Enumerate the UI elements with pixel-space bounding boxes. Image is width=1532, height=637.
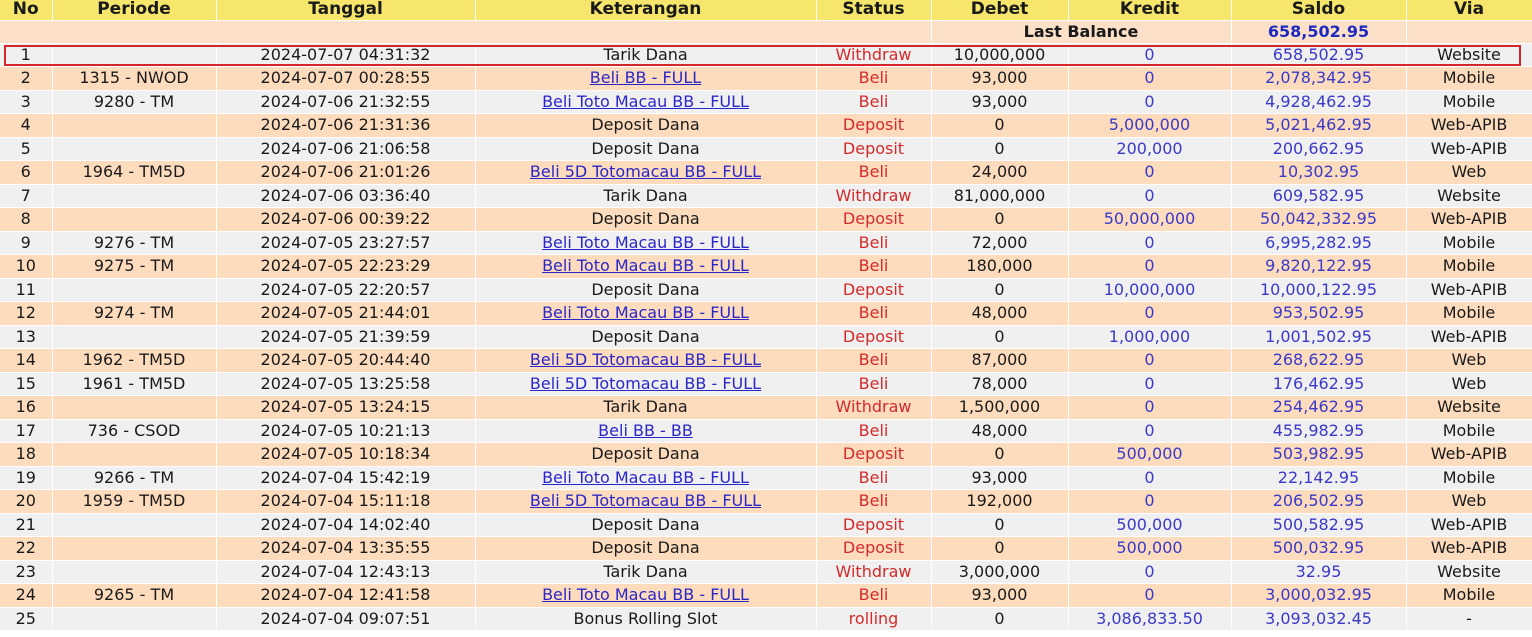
cell-via: Web-APIB <box>1406 137 1532 161</box>
cell-periode <box>52 114 216 138</box>
keterangan-link[interactable]: Beli Toto Macau BB - FULL <box>542 256 749 276</box>
col-header-saldo[interactable]: Saldo <box>1231 0 1406 20</box>
cell-keterangan: Deposit Dana <box>475 137 816 161</box>
cell-kredit: 0 <box>1068 90 1231 114</box>
cell-tanggal: 2024-07-07 04:31:32 <box>216 43 475 67</box>
cell-kredit: 0 <box>1068 161 1231 185</box>
cell-via: Web-APIB <box>1406 443 1532 467</box>
cell-saldo: 32.95 <box>1231 560 1406 584</box>
cell-saldo: 268,622.95 <box>1231 349 1406 373</box>
cell-tanggal: 2024-07-05 10:21:13 <box>216 419 475 443</box>
cell-status: Beli <box>816 302 931 326</box>
cell-kredit: 0 <box>1068 302 1231 326</box>
table-row[interactable] <box>0 607 1532 631</box>
col-header-status[interactable]: Status <box>816 0 931 20</box>
cell-keterangan <box>475 419 816 443</box>
cell-keterangan: Tarik Dana <box>475 43 816 67</box>
cell-saldo: 3,000,032.95 <box>1231 584 1406 608</box>
cell-debet: 87,000 <box>931 349 1068 373</box>
cell-kredit: 500,000 <box>1068 443 1231 467</box>
table-row[interactable] <box>0 67 1532 91</box>
cell-tanggal: 2024-07-04 15:11:18 <box>216 490 475 514</box>
cell-kredit: 0 <box>1068 372 1231 396</box>
cell-no: 23 <box>0 560 52 584</box>
table-row[interactable] <box>0 490 1532 514</box>
cell-kredit: 0 <box>1068 584 1231 608</box>
cell-periode <box>52 43 216 67</box>
cell-saldo: 200,662.95 <box>1231 137 1406 161</box>
col-header-kredit[interactable]: Kredit <box>1068 0 1231 20</box>
balance-spacer-end <box>1406 20 1532 43</box>
cell-debet: 93,000 <box>931 466 1068 490</box>
last-balance-label: Last Balance <box>931 20 1231 43</box>
table-row[interactable] <box>0 208 1532 232</box>
cell-tanggal: 2024-07-05 13:24:15 <box>216 396 475 420</box>
cell-debet: 48,000 <box>931 419 1068 443</box>
table-row[interactable] <box>0 255 1532 279</box>
cell-debet: 93,000 <box>931 67 1068 91</box>
cell-status: Beli <box>816 419 931 443</box>
cell-debet: 10,000,000 <box>931 43 1068 67</box>
cell-tanggal: 2024-07-06 21:31:36 <box>216 114 475 138</box>
cell-debet: 0 <box>931 278 1068 302</box>
cell-debet: 78,000 <box>931 372 1068 396</box>
cell-keterangan <box>475 349 816 373</box>
table-row[interactable] <box>0 349 1532 373</box>
table-row[interactable] <box>0 513 1532 537</box>
cell-periode <box>52 137 216 161</box>
cell-no: 9 <box>0 231 52 255</box>
last-balance-value: 658,502.95 <box>1231 20 1406 43</box>
cell-saldo: 176,462.95 <box>1231 372 1406 396</box>
cell-keterangan: Tarik Dana <box>475 560 816 584</box>
table-row[interactable] <box>0 560 1532 584</box>
cell-via: Web-APIB <box>1406 278 1532 302</box>
cell-periode <box>52 537 216 561</box>
cell-kredit: 500,000 <box>1068 537 1231 561</box>
cell-kredit: 10,000,000 <box>1068 278 1231 302</box>
cell-keterangan: Deposit Dana <box>475 513 816 537</box>
col-header-periode[interactable]: Periode <box>52 0 216 20</box>
cell-no: 18 <box>0 443 52 467</box>
cell-keterangan <box>475 372 816 396</box>
cell-saldo: 6,995,282.95 <box>1231 231 1406 255</box>
table-row[interactable] <box>0 278 1532 302</box>
cell-debet: 0 <box>931 208 1068 232</box>
cell-via: Web-APIB <box>1406 537 1532 561</box>
cell-via: Mobile <box>1406 302 1532 326</box>
cell-periode: 9280 - TM <box>52 90 216 114</box>
cell-debet: 192,000 <box>931 490 1068 514</box>
cell-via: Web <box>1406 161 1532 185</box>
keterangan-link[interactable]: Beli Toto Macau BB - FULL <box>542 232 749 252</box>
table-row[interactable] <box>0 325 1532 349</box>
cell-via: Web-APIB <box>1406 513 1532 537</box>
keterangan-link[interactable]: Beli Toto Macau BB - FULL <box>542 585 749 605</box>
cell-saldo: 5,021,462.95 <box>1231 114 1406 138</box>
cell-periode <box>52 278 216 302</box>
keterangan-link[interactable]: Beli Toto Macau BB - FULL <box>542 91 749 111</box>
cell-debet: 24,000 <box>931 161 1068 185</box>
cell-via: Website <box>1406 560 1532 584</box>
keterangan-link[interactable]: Beli 5D Totomacau BB - FULL <box>529 350 762 370</box>
cell-periode <box>52 396 216 420</box>
cell-no: 10 <box>0 255 52 279</box>
cell-status: rolling <box>816 607 931 631</box>
cell-debet: 0 <box>931 537 1068 561</box>
cell-status: Beli <box>816 466 931 490</box>
cell-saldo: 500,032.95 <box>1231 537 1406 561</box>
cell-debet: 93,000 <box>931 584 1068 608</box>
cell-status: Beli <box>816 90 931 114</box>
cell-kredit: 1,000,000 <box>1068 325 1231 349</box>
cell-status: Deposit <box>816 513 931 537</box>
cell-status: Beli <box>816 349 931 373</box>
cell-saldo: 9,820,122.95 <box>1231 255 1406 279</box>
cell-saldo: 206,502.95 <box>1231 490 1406 514</box>
cell-saldo: 3,093,032.45 <box>1231 607 1406 631</box>
cell-saldo: 22,142.95 <box>1231 466 1406 490</box>
cell-no: 3 <box>0 90 52 114</box>
cell-status: Beli <box>816 490 931 514</box>
cell-no: 14 <box>0 349 52 373</box>
cell-keterangan: Deposit Dana <box>475 278 816 302</box>
cell-via: Web-APIB <box>1406 208 1532 232</box>
table-row[interactable] <box>0 466 1532 490</box>
cell-periode: 9266 - TM <box>52 466 216 490</box>
cell-saldo: 500,582.95 <box>1231 513 1406 537</box>
cell-kredit: 5,000,000 <box>1068 114 1231 138</box>
cell-debet: 1,500,000 <box>931 396 1068 420</box>
keterangan-link[interactable]: Beli 5D Totomacau BB - FULL <box>529 491 762 511</box>
cell-kredit: 0 <box>1068 255 1231 279</box>
cell-status: Deposit <box>816 137 931 161</box>
cell-periode: 1961 - TM5D <box>52 372 216 396</box>
cell-via: Website <box>1406 396 1532 420</box>
cell-tanggal: 2024-07-06 03:36:40 <box>216 184 475 208</box>
cell-periode: 1962 - TM5D <box>52 349 216 373</box>
cell-saldo: 953,502.95 <box>1231 302 1406 326</box>
cell-kredit: 0 <box>1068 490 1231 514</box>
cell-tanggal: 2024-07-07 00:28:55 <box>216 67 475 91</box>
cell-no: 8 <box>0 208 52 232</box>
cell-keterangan: Deposit Dana <box>475 443 816 467</box>
cell-kredit: 0 <box>1068 349 1231 373</box>
cell-debet: 180,000 <box>931 255 1068 279</box>
cell-no: 15 <box>0 372 52 396</box>
cell-tanggal: 2024-07-04 15:42:19 <box>216 466 475 490</box>
cell-debet: 72,000 <box>931 231 1068 255</box>
cell-saldo: 658,502.95 <box>1231 43 1406 67</box>
cell-via: Mobile <box>1406 584 1532 608</box>
cell-no: 1 <box>0 43 52 67</box>
cell-saldo: 10,000,122.95 <box>1231 278 1406 302</box>
cell-keterangan <box>475 231 816 255</box>
cell-status: Withdraw <box>816 560 931 584</box>
cell-status: Withdraw <box>816 43 931 67</box>
table-row[interactable] <box>0 43 1532 67</box>
cell-status: Beli <box>816 584 931 608</box>
cell-periode: 9274 - TM <box>52 302 216 326</box>
cell-periode: 1959 - TM5D <box>52 490 216 514</box>
cell-tanggal: 2024-07-04 12:43:13 <box>216 560 475 584</box>
cell-periode <box>52 513 216 537</box>
col-header-debet[interactable]: Debet <box>931 0 1068 20</box>
table-row[interactable] <box>0 584 1532 608</box>
keterangan-link[interactable]: Beli 5D Totomacau BB - FULL <box>529 162 762 182</box>
cell-status: Deposit <box>816 208 931 232</box>
cell-keterangan: Tarik Dana <box>475 396 816 420</box>
cell-debet: 0 <box>931 114 1068 138</box>
table-row[interactable] <box>0 90 1532 114</box>
cell-kredit: 0 <box>1068 67 1231 91</box>
cell-keterangan: Tarik Dana <box>475 184 816 208</box>
cell-tanggal: 2024-07-05 20:44:40 <box>216 349 475 373</box>
cell-tanggal: 2024-07-05 22:20:57 <box>216 278 475 302</box>
cell-via: - <box>1406 607 1532 631</box>
cell-keterangan: Bonus Rolling Slot <box>475 607 816 631</box>
cell-no: 19 <box>0 466 52 490</box>
cell-tanggal: 2024-07-04 12:41:58 <box>216 584 475 608</box>
keterangan-link[interactable]: Beli Toto Macau BB - FULL <box>542 303 749 323</box>
cell-saldo: 1,001,502.95 <box>1231 325 1406 349</box>
cell-periode <box>52 607 216 631</box>
last-balance-row <box>0 20 1532 43</box>
cell-via: Web <box>1406 349 1532 373</box>
keterangan-link[interactable]: Beli Toto Macau BB - FULL <box>542 467 749 487</box>
table-row[interactable] <box>0 302 1532 326</box>
cell-kredit: 0 <box>1068 184 1231 208</box>
cell-debet: 0 <box>931 607 1068 631</box>
cell-saldo: 455,982.95 <box>1231 419 1406 443</box>
cell-periode <box>52 325 216 349</box>
cell-status: Beli <box>816 255 931 279</box>
cell-debet: 0 <box>931 325 1068 349</box>
cell-saldo: 10,302.95 <box>1231 161 1406 185</box>
table-row[interactable] <box>0 396 1532 420</box>
col-header-no[interactable]: No <box>0 0 52 20</box>
cell-keterangan <box>475 161 816 185</box>
cell-no: 25 <box>0 607 52 631</box>
cell-keterangan <box>475 67 816 91</box>
cell-via: Web <box>1406 490 1532 514</box>
cell-via: Web-APIB <box>1406 325 1532 349</box>
cell-saldo: 609,582.95 <box>1231 184 1406 208</box>
cell-periode: 736 - CSOD <box>52 419 216 443</box>
cell-no: 5 <box>0 137 52 161</box>
cell-keterangan: Deposit Dana <box>475 325 816 349</box>
cell-status: Beli <box>816 67 931 91</box>
cell-kredit: 0 <box>1068 396 1231 420</box>
keterangan-link[interactable]: Beli BB - FULL <box>589 68 702 88</box>
cell-no: 22 <box>0 537 52 561</box>
cell-via: Website <box>1406 43 1532 67</box>
balance-spacer <box>0 20 931 43</box>
table-row[interactable] <box>0 161 1532 185</box>
col-header-keterangan[interactable]: Keterangan <box>475 0 816 20</box>
cell-status: Beli <box>816 161 931 185</box>
cell-no: 2 <box>0 67 52 91</box>
cell-no: 7 <box>0 184 52 208</box>
cell-no: 4 <box>0 114 52 138</box>
cell-kredit: 0 <box>1068 231 1231 255</box>
cell-saldo: 2,078,342.95 <box>1231 67 1406 91</box>
table-row[interactable] <box>0 114 1532 138</box>
cell-periode: 9265 - TM <box>52 584 216 608</box>
cell-tanggal: 2024-07-05 13:25:58 <box>216 372 475 396</box>
cell-via: Website <box>1406 184 1532 208</box>
cell-debet: 0 <box>931 513 1068 537</box>
cell-no: 12 <box>0 302 52 326</box>
cell-kredit: 0 <box>1068 560 1231 584</box>
cell-status: Deposit <box>816 537 931 561</box>
cell-saldo: 4,928,462.95 <box>1231 90 1406 114</box>
cell-debet: 0 <box>931 443 1068 467</box>
cell-via: Mobile <box>1406 419 1532 443</box>
cell-periode: 1315 - NWOD <box>52 67 216 91</box>
keterangan-link[interactable]: Beli BB - BB <box>598 420 693 440</box>
table-row[interactable] <box>0 419 1532 443</box>
cell-no: 21 <box>0 513 52 537</box>
cell-kredit: 500,000 <box>1068 513 1231 537</box>
cell-tanggal: 2024-07-06 21:01:26 <box>216 161 475 185</box>
cell-periode <box>52 443 216 467</box>
cell-status: Beli <box>816 372 931 396</box>
cell-tanggal: 2024-07-05 21:44:01 <box>216 302 475 326</box>
cell-keterangan <box>475 90 816 114</box>
cell-kredit: 0 <box>1068 419 1231 443</box>
col-header-tanggal[interactable]: Tanggal <box>216 0 475 20</box>
table-row[interactable] <box>0 137 1532 161</box>
cell-status: Deposit <box>816 443 931 467</box>
cell-periode <box>52 184 216 208</box>
cell-keterangan <box>475 255 816 279</box>
cell-kredit: 0 <box>1068 466 1231 490</box>
cell-saldo: 50,042,332.95 <box>1231 208 1406 232</box>
cell-tanggal: 2024-07-05 22:23:29 <box>216 255 475 279</box>
cell-tanggal: 2024-07-06 00:39:22 <box>216 208 475 232</box>
table-row[interactable] <box>0 372 1532 396</box>
cell-status: Deposit <box>816 278 931 302</box>
cell-keterangan <box>475 302 816 326</box>
table-row[interactable] <box>0 537 1532 561</box>
cell-saldo: 254,462.95 <box>1231 396 1406 420</box>
cell-tanggal: 2024-07-05 23:27:57 <box>216 231 475 255</box>
cell-tanggal: 2024-07-04 09:07:51 <box>216 607 475 631</box>
cell-tanggal: 2024-07-06 21:06:58 <box>216 137 475 161</box>
table-row[interactable] <box>0 184 1532 208</box>
cell-debet: 81,000,000 <box>931 184 1068 208</box>
cell-no: 16 <box>0 396 52 420</box>
cell-kredit: 0 <box>1068 43 1231 67</box>
cell-keterangan: Deposit Dana <box>475 208 816 232</box>
cell-status: Beli <box>816 231 931 255</box>
cell-periode: 9275 - TM <box>52 255 216 279</box>
cell-debet: 93,000 <box>931 90 1068 114</box>
cell-status: Deposit <box>816 114 931 138</box>
cell-tanggal: 2024-07-06 21:32:55 <box>216 90 475 114</box>
cell-tanggal: 2024-07-04 14:02:40 <box>216 513 475 537</box>
cell-kredit: 200,000 <box>1068 137 1231 161</box>
cell-no: 13 <box>0 325 52 349</box>
keterangan-link[interactable]: Beli 5D Totomacau BB - FULL <box>529 373 762 393</box>
cell-no: 24 <box>0 584 52 608</box>
table-row[interactable] <box>0 443 1532 467</box>
col-header-via[interactable]: Via <box>1406 0 1532 20</box>
cell-via: Mobile <box>1406 466 1532 490</box>
cell-status: Withdraw <box>816 184 931 208</box>
cell-no: 11 <box>0 278 52 302</box>
cell-status: Deposit <box>816 325 931 349</box>
cell-periode <box>52 560 216 584</box>
cell-debet: 0 <box>931 137 1068 161</box>
cell-status: Withdraw <box>816 396 931 420</box>
cell-periode <box>52 208 216 232</box>
cell-keterangan: Deposit Dana <box>475 537 816 561</box>
table-row[interactable] <box>0 231 1532 255</box>
cell-no: 6 <box>0 161 52 185</box>
cell-keterangan <box>475 466 816 490</box>
cell-keterangan <box>475 490 816 514</box>
cell-via: Mobile <box>1406 255 1532 279</box>
cell-keterangan <box>475 584 816 608</box>
cell-tanggal: 2024-07-05 10:18:34 <box>216 443 475 467</box>
cell-via: Mobile <box>1406 231 1532 255</box>
cell-periode: 1964 - TM5D <box>52 161 216 185</box>
header-row <box>0 0 1532 20</box>
cell-via: Web <box>1406 372 1532 396</box>
cell-tanggal: 2024-07-05 21:39:59 <box>216 325 475 349</box>
cell-no: 17 <box>0 419 52 443</box>
cell-tanggal: 2024-07-04 13:35:55 <box>216 537 475 561</box>
cell-keterangan: Deposit Dana <box>475 114 816 138</box>
cell-debet: 48,000 <box>931 302 1068 326</box>
cell-via: Web-APIB <box>1406 114 1532 138</box>
cell-no: 20 <box>0 490 52 514</box>
cell-via: Mobile <box>1406 67 1532 91</box>
cell-kredit: 50,000,000 <box>1068 208 1231 232</box>
cell-via: Mobile <box>1406 90 1532 114</box>
cell-periode: 9276 - TM <box>52 231 216 255</box>
cell-saldo: 503,982.95 <box>1231 443 1406 467</box>
cell-debet: 3,000,000 <box>931 560 1068 584</box>
cell-kredit: 3,086,833.50 <box>1068 607 1231 631</box>
